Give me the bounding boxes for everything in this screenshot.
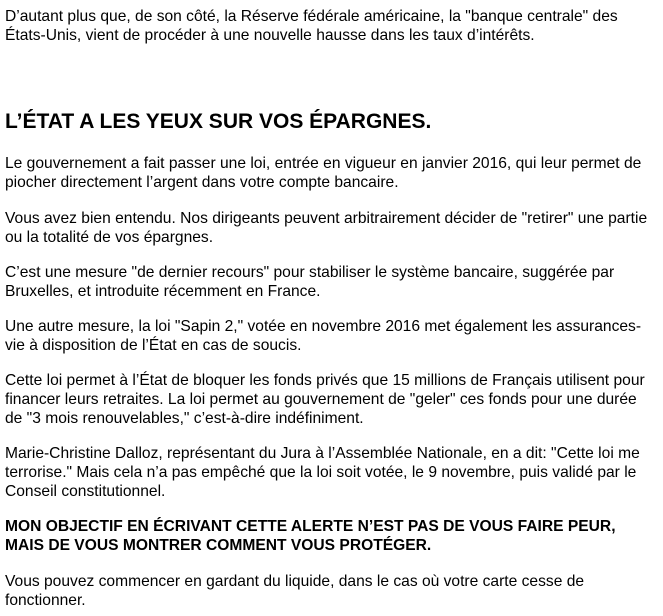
intro-paragraph: D’autant plus que, de son côté, la Réserve fédérale américaine, la "banque centrale" des États-Unis, vient de procéder à une nouvelle hausse dans les taux d’intérêts. xyxy=(5,8,618,44)
paragraph-sapin-2: Une autre mesure, la loi "Sapin 2," votée en novembre 2016 met également les assurances-vie à disposition de l’État en cas de soucis. xyxy=(5,318,642,354)
section-heading: L’ÉTAT A LES YEUX SUR VOS ÉPARGNES. xyxy=(5,110,432,133)
paragraph-cash: Vous pouvez commencer en gardant du liquide, dans le cas où votre carte cesse de fonctionner. xyxy=(5,573,585,609)
paragraph-block-funds: Cette loi permet à l’État de bloquer les fonds privés que 15 millions de Français utilisent pour financer leurs retraites. La loi permet au gouvernement de "geler" ces fonds pour une durée de "3 mois renouvelables," c’est-à-dire indéfiniment. xyxy=(5,372,645,427)
paragraph-withdraw: Vous avez bien entendu. Nos dirigeants peuvent arbitrairement décider de "retirer" une partie ou la totalité de vos épargnes. xyxy=(5,210,648,246)
paragraph-law: Le gouvernement a fait passer une loi, entrée en vigueur en janvier 2016, qui leur permet de piocher directement l’argent dans votre compte bancaire. xyxy=(5,155,642,191)
paragraph-quote: Marie-Christine Dalloz, représentant du Jura à l’Assemblée Nationale, en a dit: "Cette loi me terrorise." Mais cela n’a pas empêché que la loi soit votée, le 9 novembre, puis validé par le Conseil constitutionnel. xyxy=(5,445,640,500)
paragraph-last-resort: C’est une mesure "de dernier recours" pour stabiliser le système bancaire, suggérée par Bruxelles, et introduite récemment en France. xyxy=(5,264,615,300)
paragraph-objective: MON OBJECTIF EN ÉCRIVANT CETTE ALERTE N’EST PAS DE VOUS FAIRE PEUR, MAIS DE VOUS MONTRER COMMENT VOUS PROTÉGER. xyxy=(5,518,616,554)
